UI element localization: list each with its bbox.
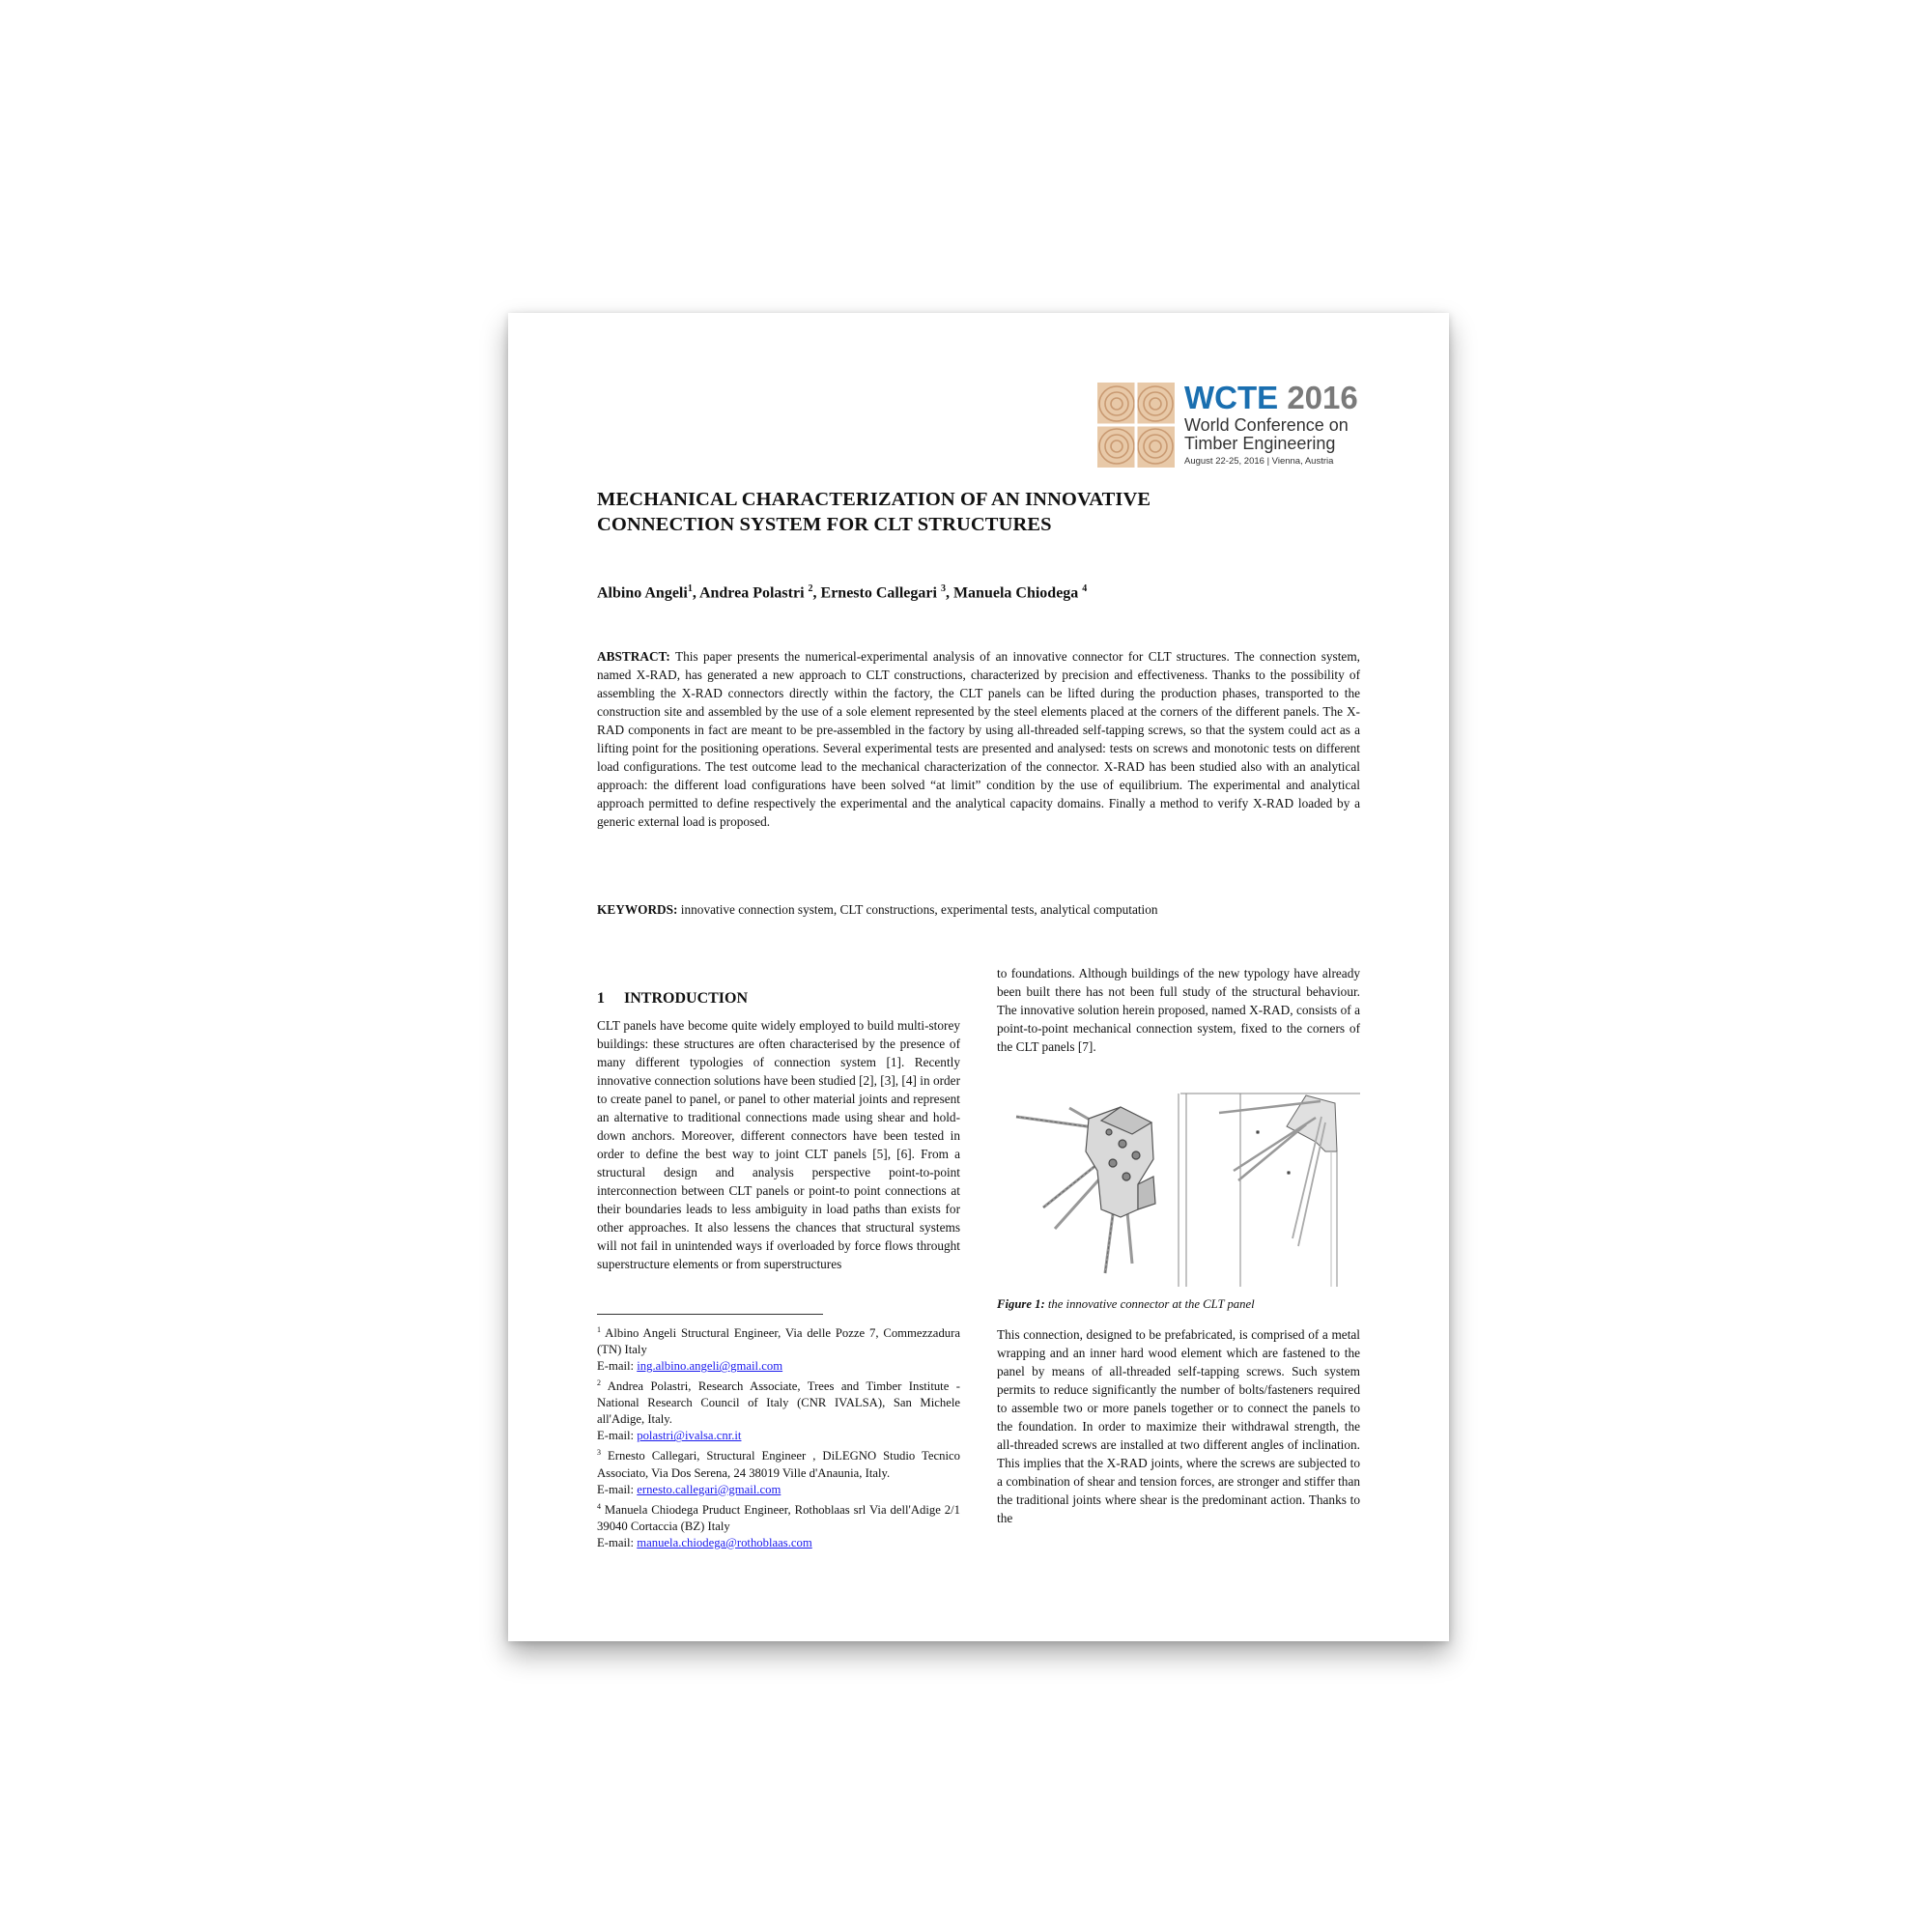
title-line-1: MECHANICAL CHARACTERIZATION OF AN INNOVATIVE xyxy=(597,489,1151,510)
figure-label: Figure 1: xyxy=(997,1297,1045,1311)
author-name: Manuela Chiodega xyxy=(952,584,1083,602)
keywords-text: innovative connection system, CLT constructions, experimental tests, analytical computation xyxy=(677,902,1158,917)
connector-3d-drawing xyxy=(1016,1107,1155,1273)
figure-caption xyxy=(997,1296,1255,1313)
logo-year: 2016 xyxy=(1287,380,1358,415)
author-affiliation-mark: 3 xyxy=(940,583,946,594)
logo-line-1: World Conference on xyxy=(1184,415,1349,435)
right-column-top xyxy=(997,964,1360,1056)
author-separator: , xyxy=(945,584,953,602)
footnote xyxy=(597,1321,960,1375)
footnote-divider xyxy=(597,1314,823,1315)
left-column xyxy=(597,989,960,1273)
footnote xyxy=(597,1375,960,1444)
footnote-mark: 3 xyxy=(597,1448,601,1458)
title-line-2: CONNECTION SYSTEM FOR CLT STRUCTURES xyxy=(597,514,1052,535)
intro-paragraph: CLT panels have become quite widely employed to build multi-storey buildings: these structures are often characterised by the presence of many different typologies of connection system [1]. Recently innovative connection solutions have been studied [2], [3], [4] in order to create panel to panel, or panel to other material joints and represent an alternative to traditional connections made using shear and hold-down anchors. Moreover, different connectors have been tested in order to define the best way to joint CLT panels [5], [6]. From a structural design and analysis perspective point-to-point interconnection between CLT panels or point-to point connections at their boundaries leads to less ambiguity in load paths than exists for other approaches. It also lessens the chances that structural systems will not fail in unintended ways if overloaded by force flows throught superstructure elements or from superstructures xyxy=(597,1018,960,1271)
author-affiliation-mark: 1 xyxy=(687,583,693,594)
figure-caption-text: the innovative connector at the CLT panel xyxy=(1044,1297,1255,1311)
footnote-text: Albino Angeli Structural Engineer, Via delle Pozze 7, Commezzadura (TN) Italy xyxy=(597,1326,960,1357)
timber-rings-logo-icon xyxy=(1097,383,1175,468)
author-name: Andrea Polastri xyxy=(698,584,809,602)
keywords-label: KEYWORDS: xyxy=(597,902,678,917)
email-label: E-mail: xyxy=(597,1535,638,1549)
section-number: 1 xyxy=(597,990,605,1007)
author-list xyxy=(597,580,1087,603)
paper-page xyxy=(508,313,1449,1641)
abstract-label: ABSTRACT: xyxy=(597,649,670,664)
footnote-mark: 1 xyxy=(597,1325,601,1334)
abstract xyxy=(597,647,1360,831)
logo-line-2: Timber Engineering xyxy=(1184,434,1336,453)
intro-paragraph-continued: to foundations. Although buildings of the new typology have already been built there has not been full study of the structural behaviour. The innovative solution herein proposed, named X-RAD, consists of a point-to-point mechanical connection system, fixed to the corners of the CLT panels [7]. xyxy=(997,966,1360,1054)
author-separator: , xyxy=(692,584,699,602)
footnote-mark: 2 xyxy=(597,1378,601,1388)
section-heading xyxy=(597,989,960,1009)
email-link[interactable]: manuela.chiodega@rothoblaas.com xyxy=(637,1535,812,1549)
email-label: E-mail: xyxy=(597,1429,638,1443)
footnote-text: Manuela Chiodega Pruduct Engineer, Rothoblaas srl Via dell'Adige 2/1 39040 Cortaccia (BZ) Italy xyxy=(597,1502,960,1533)
section-title: INTRODUCTION xyxy=(624,990,749,1007)
footnote-text: Ernesto Callegari, Structural Engineer , DiLEGNO Studio Tecnico Associato, Via Dos Serena, 24 38019 Ville d'Anaunia, Italy. xyxy=(597,1449,960,1480)
email-link[interactable]: ing.albino.angeli@gmail.com xyxy=(637,1359,783,1374)
footnotes xyxy=(597,1321,960,1551)
footnote-text: Andrea Polastri, Research Associate, Trees and Timber Institute - National Research Council of Italy (CNR IVALSA), San Michele all'Adige, Italy. xyxy=(597,1379,960,1427)
author-separator: , xyxy=(812,584,821,602)
wcte-logo xyxy=(1097,380,1358,468)
author-name: Albino Angeli xyxy=(597,584,688,602)
footnote xyxy=(597,1444,960,1497)
connector-figure xyxy=(997,1084,1360,1289)
author-name: Ernesto Callegari xyxy=(820,584,941,602)
email-link[interactable]: polastri@ivalsa.cnr.it xyxy=(637,1429,742,1443)
author-affiliation-mark: 2 xyxy=(808,583,813,594)
keywords xyxy=(597,900,1360,919)
right-column-bottom xyxy=(997,1325,1360,1527)
logo-title xyxy=(1184,379,1358,417)
connection-paragraph: This connection, designed to be prefabricated, is comprised of a metal wrapping and an inner hard wood element which are fastened to the panel by means of all-threaded self-tapping screws. Such system permits to reduce significantly the number of bolts/fasteners required to assemble two or more panels together or to connect the panels to the foundation. In order to maximize their withdrawal strength, the all-threaded screws are installed at two different angles of inclination. This implies that the X-RAD joints, where the screws are subjected to a combination of shear and tension forces, are stronger and stiffer than the traditional joints where shear is the predominant action. Thanks to the xyxy=(997,1327,1360,1525)
email-link[interactable]: ernesto.callegari@gmail.com xyxy=(637,1482,781,1496)
paper-title xyxy=(597,487,1331,537)
connector-2d-section xyxy=(1179,1094,1360,1287)
logo-acronym: WCTE xyxy=(1184,380,1279,415)
logo-dateline: August 22-25, 2016 | Vienna, Austria xyxy=(1184,456,1334,467)
email-label: E-mail: xyxy=(597,1359,638,1374)
author-affiliation-mark: 4 xyxy=(1082,583,1088,594)
abstract-text: This paper presents the numerical-experimental analysis of an innovative connector for CLT structures. The connection system, named X-RAD, has generated a new approach to CLT constructions, characterized by precision and effectiveness. Thanks to the possibility of assembling the X-RAD connectors directly within the factory, the CLT panels can be lifted during the production phases, transported to the construction site and assembled by the use of a sole element represented by the steel elements placed at the corners of the different panels. The X-RAD components in fact are meant to be pre-assembled in the factory by using all-threaded self-tapping screws, so that the system could act as a lifting point for the positioning operations. Several experimental tests are presented and analysed: tests on screws and monotonic tests on different load configurations. The test outcome lead to the mechanical characterization of the connector. X-RAD has been studied also with an analytical approach: the different load configurations have been solved “at limit” condition by the use of equilibrium. The experimental and analytical approach permitted to define respectively the experimental and the analytical capacity domains. Finally a method to verify X-RAD loaded by a generic external load is proposed. xyxy=(597,649,1360,829)
email-label: E-mail: xyxy=(597,1482,638,1496)
footnote-mark: 4 xyxy=(597,1501,601,1511)
footnote xyxy=(597,1498,960,1551)
